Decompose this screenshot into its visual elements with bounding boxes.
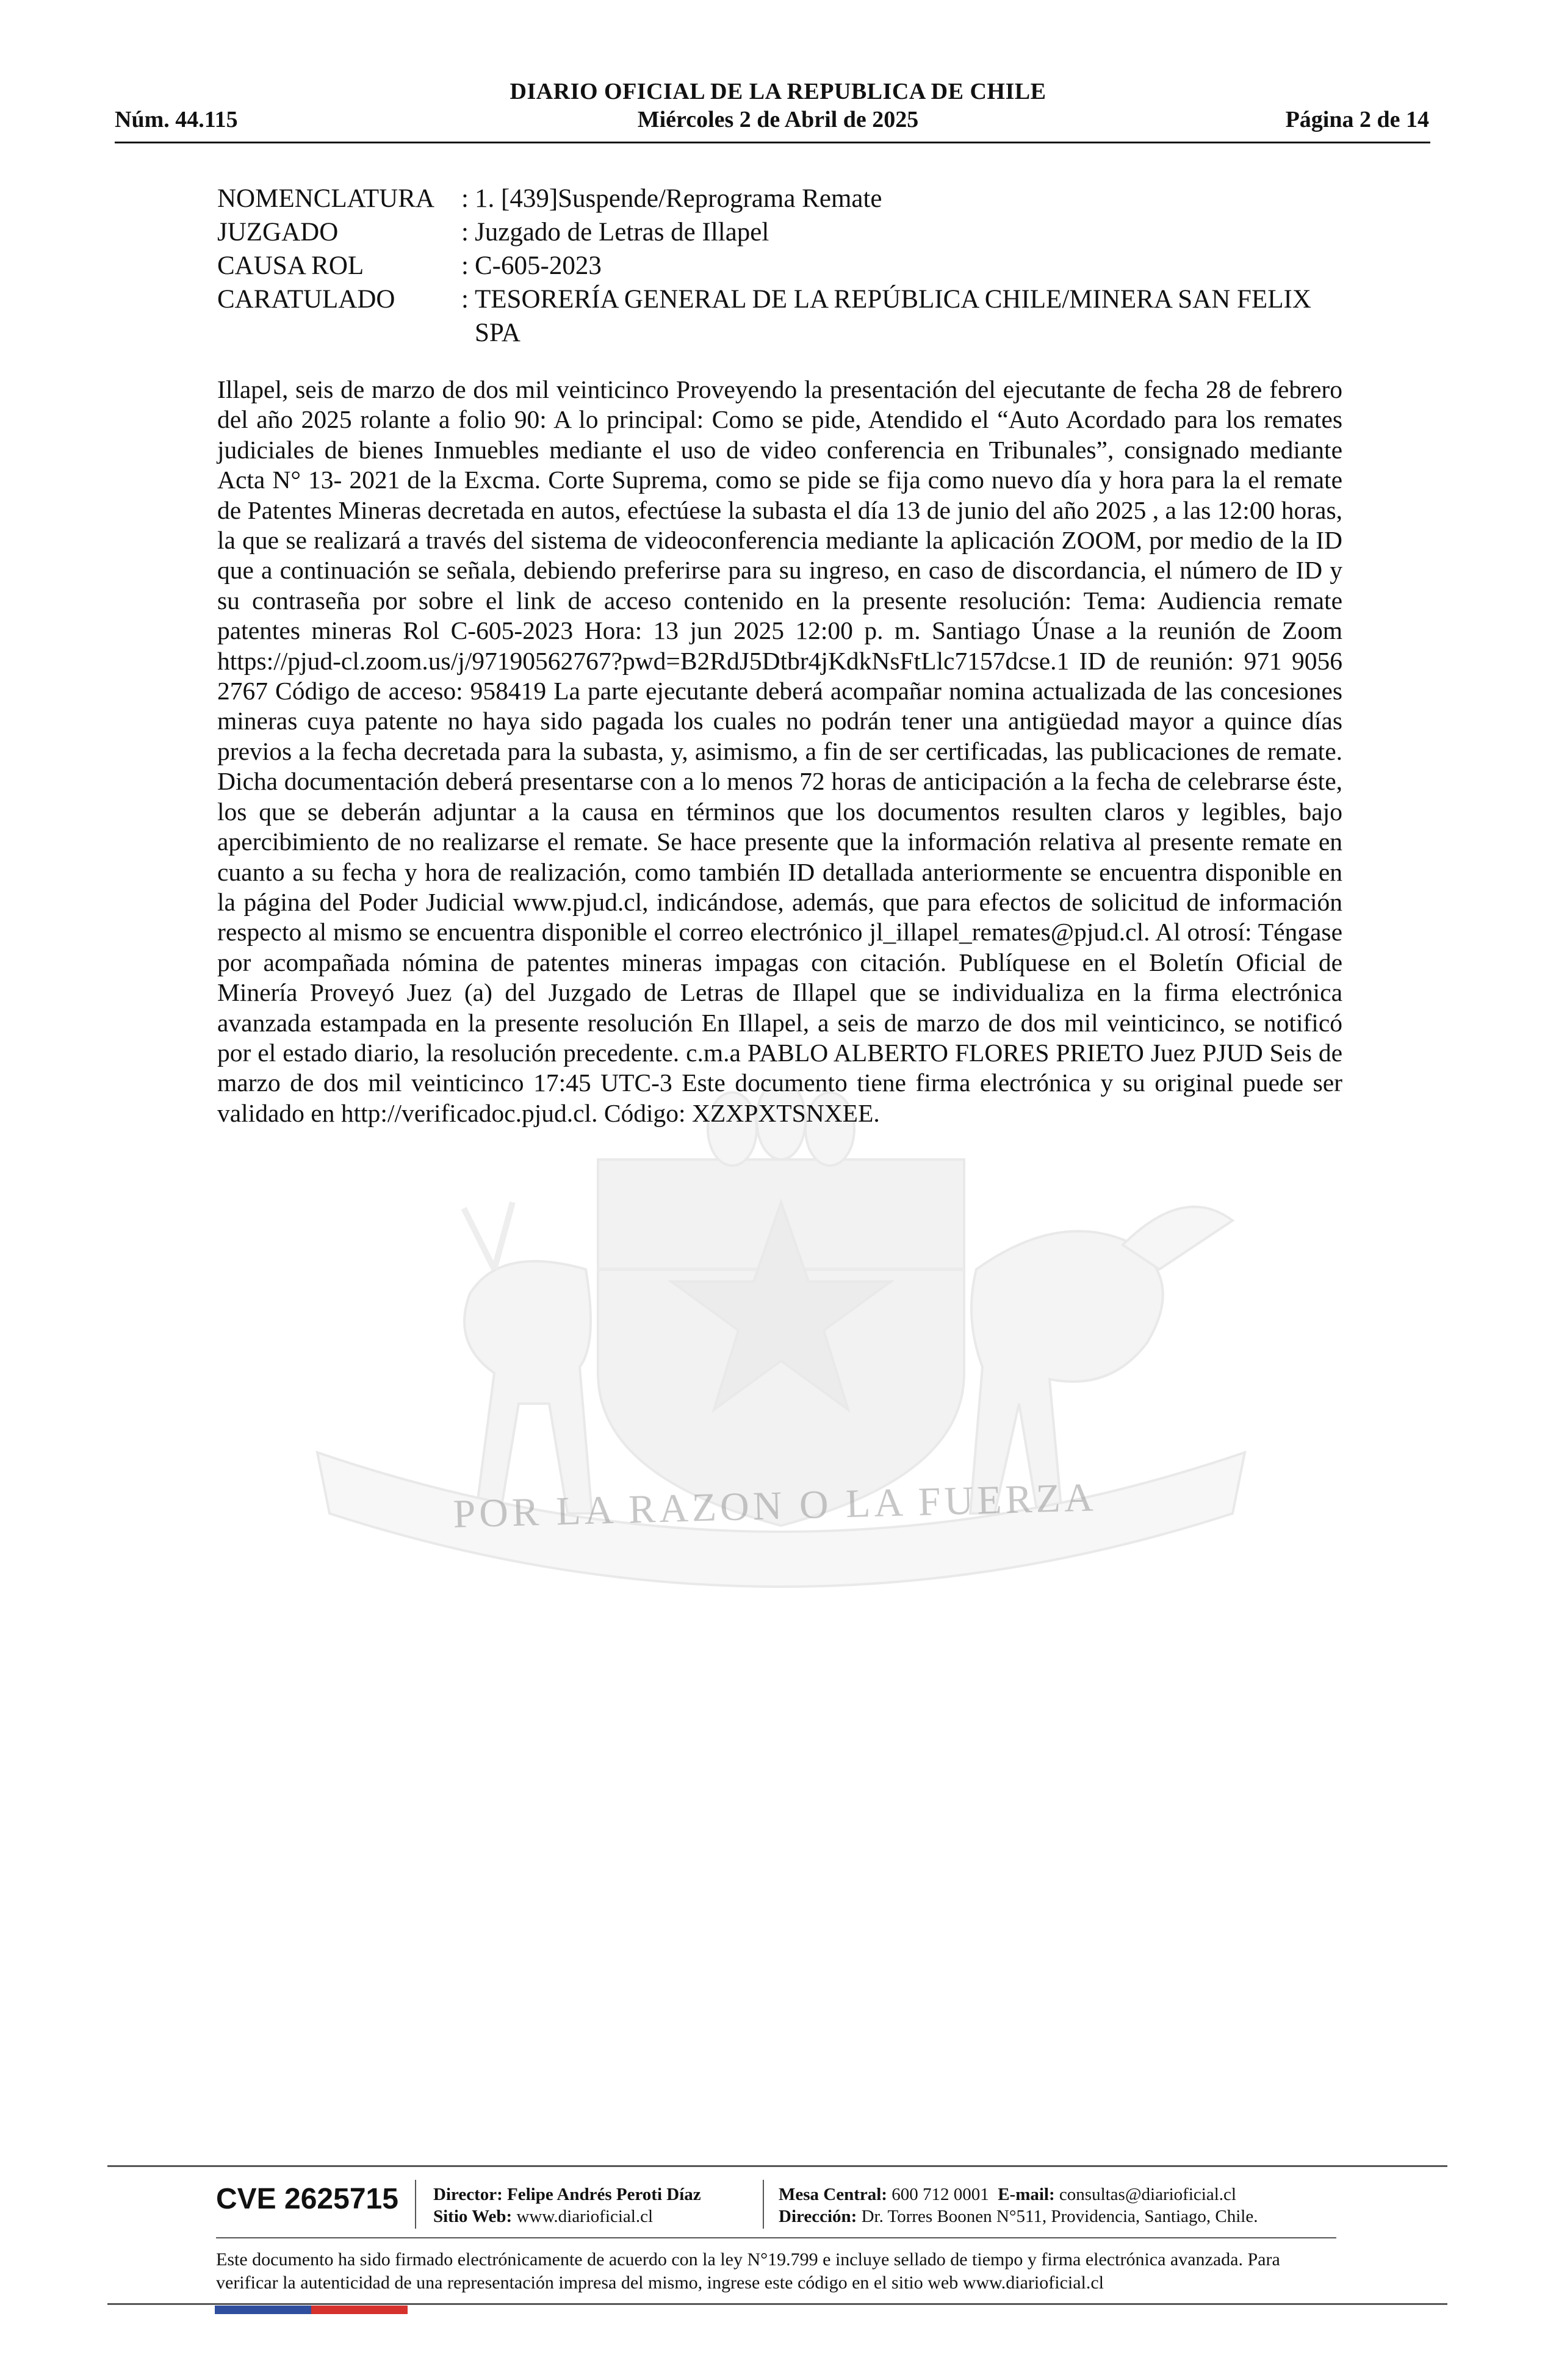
footer-contact-block <box>779 2183 1258 2227</box>
address-value: Dr. Torres Boonen N°511, Providencia, Santiago, Chile. <box>861 2207 1258 2226</box>
flag-stripe-red <box>311 2306 408 2314</box>
meta-key: CARATULADO <box>217 285 395 314</box>
header-divider <box>115 142 1430 143</box>
issue-date: Miércoles 2 de Abril de 2025 <box>637 107 919 132</box>
footer-director-block <box>433 2183 701 2227</box>
email-link[interactable]: consultas@diarioficial.cl <box>1059 2185 1236 2204</box>
footer-divider-mid <box>216 2237 1336 2238</box>
newspaper-title: DIARIO OFICIAL DE LA REPUBLICA DE CHILE <box>510 79 1046 104</box>
watermark-motto: POR LA RAZON O LA FUERZA <box>452 1475 1098 1537</box>
director-label: Director: <box>433 2185 503 2204</box>
issue-number: Núm. 44.115 <box>115 107 238 132</box>
resolution-body: Illapel, seis de marzo de dos mil veinticinco Proveyendo la presentación del ejecutante de fecha 28 de febrero del año 2025 rolante a folio 90: A lo principal: Como se pide, Atendido el “Auto Acordado para los remates judiciales de bienes Inmuebles mediante el uso de video conferencia en Tribunales”, consignado mediante Acta N° 13- 2021 de la Excma. Corte Suprema, como se pide se fija como nuevo día y hora para la el remate de Patentes Mineras decretada en autos, efectúese la subasta el día 13 de junio del año 2025 , a las 12:00 horas, la que se realizará a través del sistema de videoconferencia mediante la aplicación ZOOM, por medio de la ID que a continuación se señala, debiendo preferirse para su ingreso, en caso de discordancia, el número de ID y su contraseña por sobre el link de acceso contenido en la presente resolución: Tema: Audiencia remate patentes mineras Rol C-605-2023 Hora: 13 jun 2025 12:00 p. m. Santiago Únase a la reunión de Zoom https://pjud-cl.zoom.us/j/97190562767?pwd=B2RdJ5Dtbr4jKdkNsFtLlc7157dcse.1 ID de reunión: 971 9056 2767 Código de acceso: 958419 La parte ejecutante deberá acompañar nomina actualizada de las concesiones mineras cuya patente no haya sido pagada los cuales no podrán tener una antigüedad mayor a quince días previos a la fecha decretada para la subasta, y, asimismo, a fin de ser certificadas, las publicaciones de remate. Dicha documentación deberá presentarse con a lo menos 72 horas de anticipación a la fecha de celebrarse éste, los que se deberán adjuntar a la causa en términos que los documentos resulten claros y legibles, bajo apercibimiento de no realizarse el remate. Se hace presente que la información relativa al presente remate en cuanto a su fecha y hora de realización, como también ID detallada anteriormente se encuentra disponible en la página del Poder Judicial www.pjud.cl, indicándose, además, que para efectos de solicitud de información respecto al mismo se encuentra disponible el correo electrónico jl_illapel_remates@pjud.cl. Al otrosí: Téngase por acompañada nómina de patentes mineras impagas con citación. Publíquese en el Boletín Oficial de Minería Proveyó Juez (a) del Juzgado de Letras de Illapel que se individualiza en la firma electrónica avanzada estampada en la presente resolución En Illapel, a seis de marzo de dos mil veinticinco, se notificó por el estado diario, la resolución precedente. c.m.a PABLO ALBERTO FLORES PRIETO Juez PJUD Seis de marzo de dos mil veinticinco 17:45 UTC-3 Este documento tiene firma electrónica y su original puede ser validado en http://verificadoc.pjud.cl. Código: XZXPXTSNXEE. <box>217 375 1342 1127</box>
meta-key: CAUSA ROL <box>217 251 364 280</box>
page-indicator: Página 2 de 14 <box>1285 107 1429 132</box>
footer-column-divider <box>763 2180 764 2229</box>
meta-separator: : <box>461 251 469 280</box>
meta-value: Juzgado de Letras de Illapel <box>475 218 769 247</box>
meta-separator: : <box>461 218 469 247</box>
website-label: Sitio Web: <box>433 2207 513 2226</box>
email-label: E-mail: <box>998 2185 1055 2204</box>
footer-divider-top <box>107 2165 1447 2167</box>
website-link[interactable]: www.diarioficial.cl <box>516 2207 654 2226</box>
address-label: Dirección: <box>779 2207 857 2226</box>
footer-column-divider <box>415 2180 416 2229</box>
phone-label: Mesa Central: <box>779 2185 887 2204</box>
meta-row-causa-rol <box>217 249 1352 283</box>
footer-divider-bottom <box>107 2303 1447 2305</box>
footer-legal-notice: Este documento ha sido firmado electrónicamente de acuerdo con la ley N°19.799 e incluye sellado de tiempo y firma electrónica avanzada. Para verificar la autenticidad de una representación impresa del mismo, ingrese este código en el sitio web www.diarioficial.cl <box>216 2249 1280 2293</box>
meta-row-caratulado <box>217 283 1352 350</box>
cve-code: CVE 2625715 <box>216 2183 398 2215</box>
meta-value: C-605-2023 <box>475 251 602 280</box>
meta-key: JUZGADO <box>217 218 339 247</box>
meta-separator: : <box>461 184 469 213</box>
case-metadata <box>217 182 1352 350</box>
meta-separator: : <box>461 285 469 314</box>
flag-stripe-blue <box>215 2306 311 2314</box>
coat-of-arms-watermark-icon <box>207 1086 1355 1648</box>
meta-row-juzgado <box>217 215 1352 249</box>
meta-value: TESORERÍA GENERAL DE LA REPÚBLICA CHILE/MINERA SAN FELIX SPA <box>475 285 1311 347</box>
meta-value: 1. [439]Suspende/Reprograma Remate <box>475 184 882 213</box>
director-name: Felipe Andrés Peroti Díaz <box>507 2185 701 2204</box>
meta-key: NOMENCLATURA <box>217 184 434 213</box>
meta-row-nomenclatura <box>217 182 1352 215</box>
phone-value: 600 712 0001 <box>891 2185 989 2204</box>
